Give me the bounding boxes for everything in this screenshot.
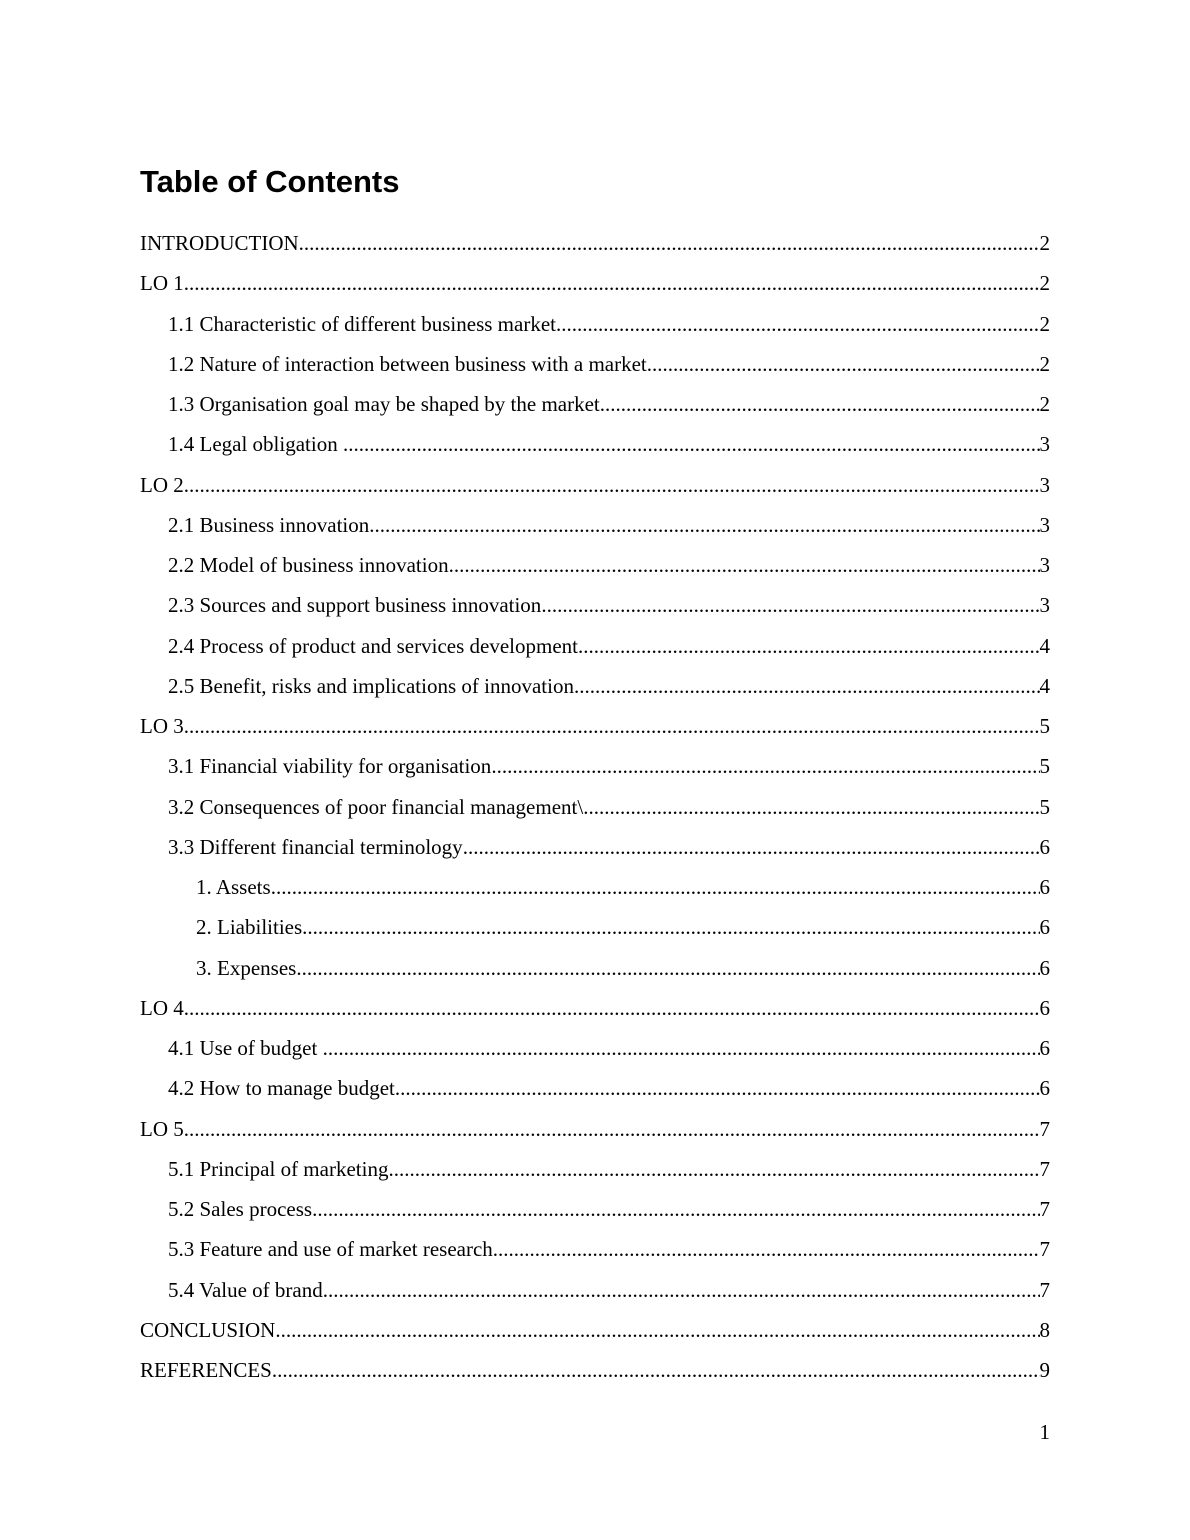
table-of-contents bbox=[140, 227, 1050, 1394]
toc-entry[interactable] bbox=[140, 388, 1050, 428]
toc-entry-page: 3 bbox=[1039, 432, 1050, 457]
toc-entry[interactable] bbox=[140, 1032, 1050, 1072]
toc-entry[interactable] bbox=[140, 1113, 1050, 1153]
toc-entry[interactable] bbox=[140, 871, 1050, 911]
toc-entry[interactable] bbox=[140, 227, 1050, 267]
toc-entry-page: 2 bbox=[1039, 392, 1050, 416]
toc-entry-page: 3 bbox=[1039, 593, 1050, 618]
toc-entry[interactable] bbox=[140, 1072, 1050, 1112]
toc-dot-leader bbox=[463, 831, 1040, 863]
toc-entry[interactable] bbox=[140, 670, 1050, 710]
toc-entry-page: 3 bbox=[1039, 553, 1050, 577]
toc-dot-leader bbox=[388, 1153, 1039, 1185]
toc-entry-page: 2 bbox=[1039, 271, 1050, 296]
toc-entry-page: 6 bbox=[1039, 875, 1050, 899]
toc-entry[interactable] bbox=[140, 1153, 1050, 1193]
toc-entry-label: 2.1 Business innovation bbox=[168, 512, 370, 537]
toc-entry-label: 1.1 Characteristic of different business market bbox=[168, 311, 556, 336]
toc-entry[interactable] bbox=[140, 428, 1050, 468]
toc-entry-page: 6 bbox=[1039, 1076, 1050, 1101]
toc-dot-leader bbox=[493, 1233, 1040, 1265]
toc-entry[interactable] bbox=[140, 630, 1050, 670]
toc-entry-label: 2.2 Model of business innovation bbox=[168, 553, 449, 577]
toc-entry-page: 6 bbox=[1039, 915, 1050, 940]
toc-entry-label: INTRODUCTION bbox=[140, 231, 299, 255]
toc-entry-label: 3.1 Financial viability for organisation bbox=[168, 754, 492, 779]
toc-entry-label: 1.2 Nature of interaction between business with a market bbox=[168, 351, 647, 376]
toc-entry[interactable] bbox=[140, 469, 1050, 509]
toc-entry[interactable] bbox=[140, 1193, 1050, 1233]
toc-dot-leader bbox=[574, 670, 1040, 702]
toc-entry-page: 8 bbox=[1039, 1317, 1050, 1342]
toc-entry[interactable] bbox=[140, 831, 1050, 871]
toc-dot-leader bbox=[184, 1113, 1040, 1145]
page-title: Table of Contents bbox=[140, 164, 400, 199]
toc-entry-label: LO 2 bbox=[140, 472, 184, 497]
toc-dot-leader bbox=[556, 308, 1040, 340]
toc-entry-page: 6 bbox=[1039, 1036, 1050, 1060]
toc-entry-page: 2 bbox=[1039, 311, 1050, 336]
toc-dot-leader bbox=[647, 348, 1040, 380]
toc-entry-label: 1.4 Legal obligation bbox=[168, 432, 343, 457]
toc-dot-leader bbox=[395, 1072, 1040, 1104]
toc-dot-leader bbox=[184, 992, 1040, 1024]
page-number: 1 bbox=[1039, 1420, 1050, 1444]
toc-entry[interactable] bbox=[140, 1354, 1050, 1394]
toc-dot-leader bbox=[541, 589, 1039, 621]
toc-dot-leader bbox=[323, 1032, 1040, 1064]
toc-dot-leader bbox=[275, 1314, 1039, 1346]
toc-entry-label: 1. Assets bbox=[196, 875, 271, 899]
toc-entry-label: 4.2 How to manage budget bbox=[168, 1076, 395, 1101]
toc-entry-label: 3.3 Different financial terminology bbox=[168, 834, 463, 859]
toc-entry[interactable] bbox=[140, 750, 1050, 790]
toc-entry-page: 9 bbox=[1039, 1358, 1050, 1382]
toc-entry-label: 2. Liabilities bbox=[196, 915, 303, 940]
toc-dot-leader bbox=[369, 509, 1039, 541]
toc-dot-leader bbox=[449, 549, 1040, 581]
toc-entry[interactable] bbox=[140, 911, 1050, 951]
toc-entry-page: 7 bbox=[1039, 1197, 1050, 1221]
toc-entry-label: LO 4 bbox=[140, 995, 184, 1020]
toc-entry[interactable] bbox=[140, 348, 1050, 388]
toc-entry-page: 2 bbox=[1039, 231, 1050, 255]
toc-dot-leader bbox=[271, 871, 1040, 903]
toc-dot-leader bbox=[302, 911, 1039, 943]
toc-entry-label: 2.4 Process of product and services development bbox=[168, 633, 578, 658]
toc-entry-page: 3 bbox=[1039, 472, 1050, 497]
toc-entry-label: 1.3 Organisation goal may be shaped by the market bbox=[168, 392, 600, 416]
toc-entry-label: LO 1 bbox=[140, 271, 184, 296]
toc-entry[interactable] bbox=[140, 710, 1050, 750]
toc-entry-label: CONCLUSION bbox=[140, 1317, 276, 1342]
toc-dot-leader bbox=[272, 1354, 1040, 1386]
toc-entry[interactable] bbox=[140, 589, 1050, 629]
toc-dot-leader bbox=[343, 428, 1040, 460]
toc-dot-leader bbox=[184, 710, 1040, 742]
toc-entry-page: 4 bbox=[1039, 673, 1050, 698]
toc-entry-page: 2 bbox=[1039, 351, 1050, 376]
toc-entry-label: REFERENCES bbox=[140, 1358, 272, 1382]
toc-entry[interactable] bbox=[140, 509, 1050, 549]
toc-dot-leader bbox=[184, 469, 1040, 501]
toc-dot-leader bbox=[312, 1193, 1039, 1225]
toc-entry-label: 4.1 Use of budget bbox=[168, 1036, 323, 1060]
toc-entry[interactable] bbox=[140, 1233, 1050, 1273]
toc-entry[interactable] bbox=[140, 267, 1050, 307]
toc-entry-label: 5.1 Principal of marketing bbox=[168, 1156, 389, 1181]
toc-entry-label: 5.3 Feature and use of market research bbox=[168, 1237, 493, 1262]
toc-entry-page: 5 bbox=[1039, 794, 1050, 819]
toc-entry-page: 3 bbox=[1039, 512, 1050, 537]
toc-entry-page: 6 bbox=[1039, 834, 1050, 859]
toc-entry[interactable] bbox=[140, 952, 1050, 992]
toc-entry[interactable] bbox=[140, 791, 1050, 831]
toc-entry-page: 7 bbox=[1039, 1116, 1050, 1141]
toc-dot-leader bbox=[323, 1274, 1040, 1306]
toc-entry-label: 3. Expenses bbox=[196, 955, 297, 980]
toc-entry-page: 5 bbox=[1039, 754, 1050, 779]
toc-entry[interactable] bbox=[140, 1314, 1050, 1354]
toc-entry-page: 6 bbox=[1039, 995, 1050, 1020]
toc-entry-label: LO 5 bbox=[140, 1116, 184, 1141]
toc-dot-leader bbox=[299, 227, 1040, 259]
toc-entry-label: 3.2 Consequences of poor financial management\ bbox=[168, 794, 584, 819]
toc-dot-leader bbox=[296, 952, 1039, 984]
toc-entry[interactable] bbox=[140, 1274, 1050, 1314]
toc-entry-label: 2.3 Sources and support business innovation bbox=[168, 593, 542, 618]
toc-entry-page: 7 bbox=[1039, 1156, 1050, 1181]
toc-dot-leader bbox=[578, 630, 1040, 662]
toc-entry-label: LO 3 bbox=[140, 714, 184, 738]
toc-entry-page: 4 bbox=[1039, 633, 1050, 658]
toc-entry-label: 5.4 Value of brand bbox=[168, 1277, 323, 1302]
toc-entry-page: 5 bbox=[1039, 714, 1050, 738]
toc-entry-page: 7 bbox=[1039, 1277, 1050, 1302]
toc-entry-page: 6 bbox=[1039, 955, 1050, 980]
toc-entry-label: 2.5 Benefit, risks and implications of innovation bbox=[168, 673, 574, 698]
toc-dot-leader bbox=[184, 267, 1040, 299]
toc-dot-leader bbox=[491, 750, 1039, 782]
toc-dot-leader bbox=[600, 388, 1040, 420]
toc-entry[interactable] bbox=[140, 992, 1050, 1032]
toc-entry-page: 7 bbox=[1039, 1237, 1050, 1262]
toc-dot-leader bbox=[583, 791, 1039, 823]
toc-entry[interactable] bbox=[140, 308, 1050, 348]
toc-entry-label: 5.2 Sales process bbox=[168, 1197, 313, 1221]
toc-entry[interactable] bbox=[140, 549, 1050, 589]
